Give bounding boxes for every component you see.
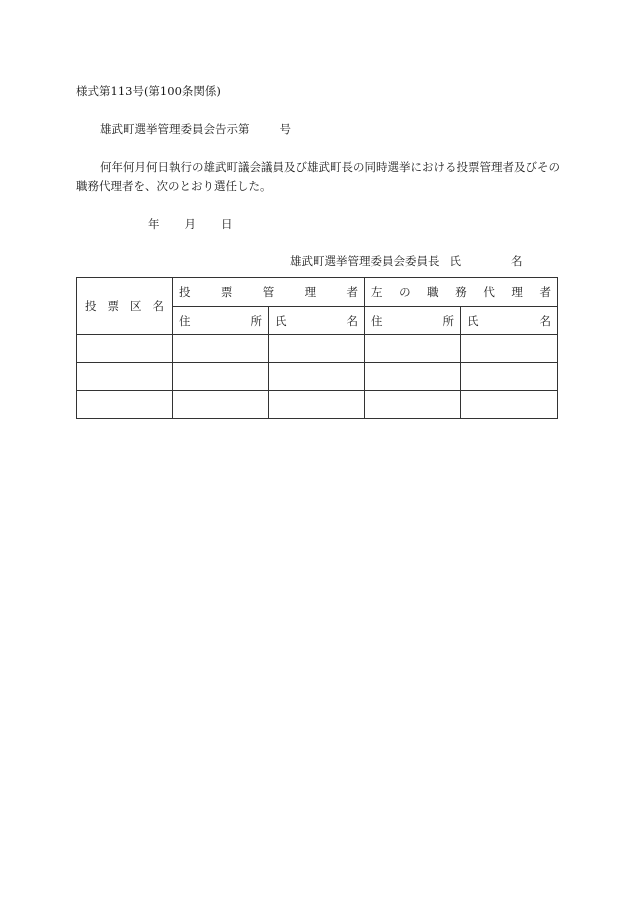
header-char: 名 [539,313,551,328]
header-char: 理 [511,285,523,299]
deputy-header [365,278,558,307]
table-header-row [77,278,558,307]
header-char: 者 [346,285,358,299]
date-day: 日 [221,217,233,231]
header-char: 理 [304,285,317,299]
manager-address-cell[interactable] [173,363,269,391]
deputy-name-cell[interactable] [461,391,558,419]
table-row [77,335,558,363]
table-row [77,391,558,419]
deputy-address-cell[interactable] [365,335,461,363]
signature-title: 雄武町選挙管理委員会委員長 [290,254,440,268]
deputy-name-cell[interactable] [461,363,558,391]
district-cell[interactable] [77,363,173,391]
notice-suffix: 号 [279,122,291,136]
header-char: 者 [539,285,551,299]
form-number: 様式第113号(第100条関係) [76,84,221,98]
date-month: 月 [184,217,196,231]
notice-prefix: 雄武町選挙管理委員会告示第 [100,122,250,136]
deputy-address-cell[interactable] [365,391,461,419]
district-cell[interactable] [77,391,173,419]
deputy-name-header [461,307,558,335]
manager-address-cell[interactable] [173,335,269,363]
signature-line [290,253,523,269]
signature-name-first: 氏 [449,254,461,268]
header-char: 住 [179,313,191,328]
header-char: 所 [250,313,262,328]
header-char: 氏 [275,313,287,328]
header-char: 代 [483,285,495,299]
header-char: 住 [371,313,383,328]
header-char: 票 [220,285,233,299]
deputy-name-cell[interactable] [461,335,558,363]
header-char: 務 [455,285,467,299]
district-header [77,278,173,335]
manager-address-cell[interactable] [173,391,269,419]
manager-header [173,278,365,307]
manager-address-header [173,307,269,335]
body-text: 何年何月何日執行の雄武町議会議員及び雄武町長の同時選挙における投票管理者及びその職務代理者を、次のとおり選任した。 [76,160,560,193]
manager-name-cell[interactable] [269,335,365,363]
manager-name-cell[interactable] [269,391,365,419]
deputy-address-header [365,307,461,335]
header-char: 投 [85,299,97,313]
header-char: 投 [179,285,191,299]
header-char: 票 [107,299,119,313]
table-row [77,363,558,391]
header-char: 名 [346,313,358,328]
header-char: 管 [262,285,275,299]
header-char: 職 [427,285,439,299]
date-year: 年 [148,217,160,231]
notice-number-line [100,121,291,137]
header-char: 左 [371,285,383,299]
appointment-table [76,277,558,419]
header-char: 区 [130,299,142,313]
date-line [148,216,233,232]
manager-name-cell[interactable] [269,363,365,391]
header-char: の [399,285,411,299]
district-cell[interactable] [77,335,173,363]
deputy-address-cell[interactable] [365,363,461,391]
header-char: 氏 [467,313,479,328]
signature-name-last: 名 [511,254,523,268]
manager-name-header [269,307,365,335]
header-char: 所 [442,313,454,328]
header-char: 名 [152,299,164,313]
